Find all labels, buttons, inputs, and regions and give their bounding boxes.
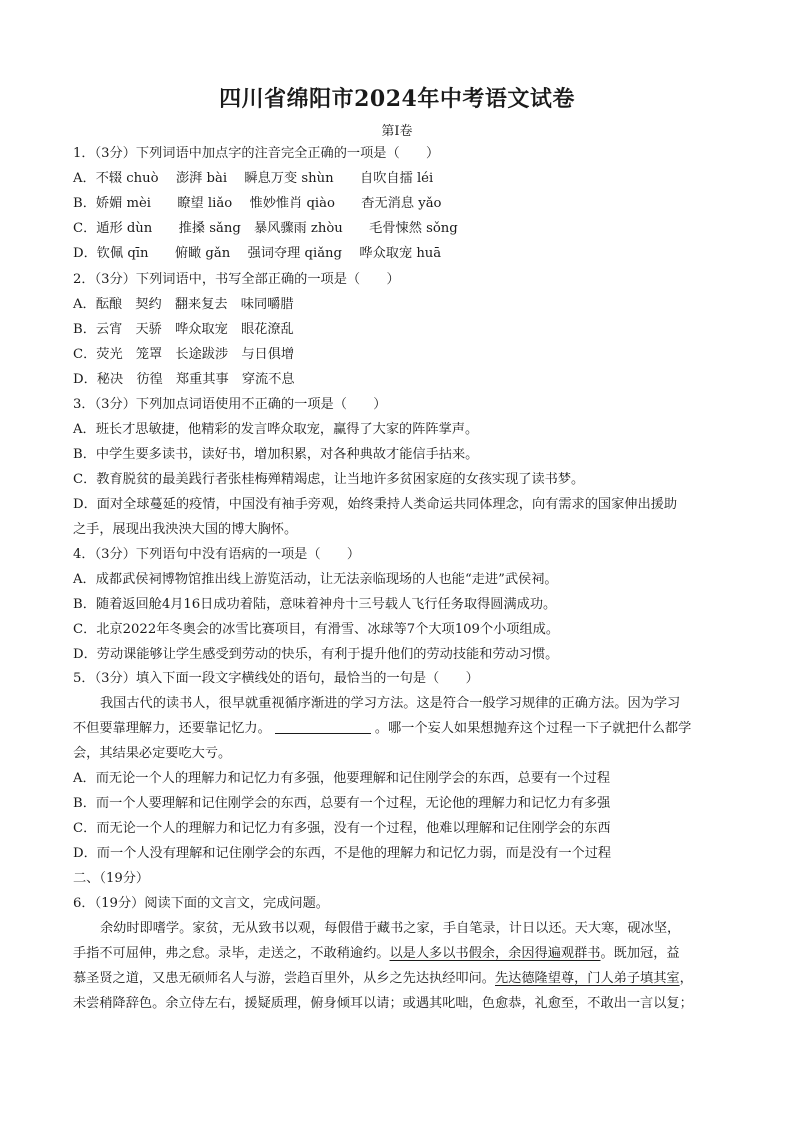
question-4-option-c: C．北京2022年冬奥会的冰雪比赛项目，有滑雪、冰球等7个大项109个小项组成。	[73, 622, 560, 637]
passage-text: 。哪一个妄人如果想抛弃这个过程一下子就把什么都学	[374, 721, 692, 736]
question-6-passage-line-1: 余幼时即嗜学。家贫，无从致书以观，每假借于藏书之家，手自笔录，计日以还。天大寒，砚冰坚，	[100, 921, 681, 936]
passage-text: 不但要靠理解力，还要靠记忆力。	[73, 721, 271, 736]
question-1-option-b: B．娇媚 mèi 瞭望 liǎo 惟妙惟肖 qiào 杳无消息 yǎo	[73, 196, 442, 211]
question-1-option-d: D．钦佩 qīn 俯瞰 gǎn 强词夺理 qiǎng 哗众取宠 huā	[73, 246, 442, 261]
question-1-option-a: A．不辍 chuò 澎湃 bài 瞬息万变 shùn 自吹自擂 léi	[73, 171, 434, 186]
question-5-stem: 5．（3分）填入下面一段文字横线处的语句，最恰当的一句是（ ）	[73, 671, 479, 686]
question-3-option-c: C．教育脱贫的最美践行者张桂梅殚精竭虑，让当地许多贫困家庭的女孩实现了读书梦。	[73, 472, 585, 487]
underlined-sentence: 以是人多以书假余，余因得遍观群书	[389, 946, 601, 961]
question-2-option-d: D．秘决 彷徨 郑重其事 穿流不息	[73, 372, 295, 387]
question-5-option-b: B．而一个人要理解和记住刚学会的东西，总要有一个过程，无论他的理解力和记忆力有多强	[73, 796, 611, 811]
passage-text: 。既加冠，益	[600, 946, 680, 961]
question-5-option-c: C．而无论一个人的理解力和记忆力有多强，没有一个过程，他难以理解和记住刚学会的东西	[73, 821, 611, 836]
question-4-option-b: B．随着返回舱4月16日成功着陆，意味着神舟十三号载人飞行任务取得圆满成功。	[73, 597, 557, 612]
page-title: 四川省绵阳市2024年中考语文试卷	[219, 86, 575, 112]
question-2-option-a: A．酝酿 契约 翻来复去 味同嚼腊	[73, 297, 294, 312]
question-4-stem: 4．（3分）下列语句中没有语病的一项是（ ）	[73, 547, 361, 562]
question-5-passage-line-1: 我国古代的读书人，很早就重视循序渐进的学习方法。这是符合一般学习规律的正确方法。因为学习	[100, 696, 681, 711]
question-4-option-a: A．成都武侯祠博物馆推出线上游览活动，让无法亲临现场的人也能“走进”武侯祠。	[73, 572, 558, 587]
passage-text: 慕圣贤之道，又患无硕师名人与游，尝趋百里外，从乡之先达执经叩问。	[73, 971, 495, 986]
fill-in-blank	[275, 721, 371, 734]
section-label: 第Ⅰ卷	[381, 124, 413, 139]
question-5-option-d: D．而一个人没有理解和记住刚学会的东西，不是他的理解力和记忆力弱，而是没有一个过程	[73, 846, 612, 861]
question-6-stem: 6．（19分）阅读下面的文言文，完成问题。	[73, 896, 329, 911]
question-4-option-d: D．劳动课能够让学生感受到劳动的快乐，有利于提升他们的劳动技能和劳动习惯。	[73, 647, 559, 662]
question-6-passage-line-3	[73, 970, 693, 988]
passage-text: ，	[679, 971, 693, 986]
question-3-stem: 3．（3分）下列加点词语使用不正确的一项是（ ）	[73, 397, 387, 412]
passage-text: 手指不可屈伸，弗之怠。录毕，走送之，不敢稍逾约。	[73, 946, 390, 961]
question-2-stem: 2．（3分）下列词语中，书写全部正确的一项是（ ）	[73, 272, 400, 287]
question-6-passage-line-2	[73, 945, 680, 963]
question-3-option-b: B．中学生要多读书，读好书，增加积累，对各种典故才能信手拈来。	[73, 447, 479, 462]
underlined-sentence: 先达德隆望尊，门人弟子填其室	[495, 971, 680, 986]
question-3-option-d-continued: 之手，展现出我泱泱大国的博大胸怀。	[73, 522, 298, 537]
section-2-heading: 二、（19分）	[73, 871, 150, 886]
question-3-option-d: D．面对全球蔓延的疫情，中国没有袖手旁观，始终秉持人类命运共同体理念，向有需求的国家伸出援助	[73, 497, 678, 512]
question-5-option-a: A．而无论一个人的理解力和记忆力有多强，他要理解和记住刚学会的东西，总要有一个过程	[73, 771, 611, 786]
question-2-option-c: C．荧光 笼罩 长途跋涉 与日俱增	[73, 347, 295, 362]
question-1-option-c: C．遁形 dùn 推搡 sǎng 暴风骤雨 zhòu 毛骨悚然 sǒng	[73, 221, 458, 236]
question-5-passage-line-3: 会，其结果必定要吃大亏。	[73, 746, 232, 761]
question-5-passage-line-2	[73, 720, 691, 738]
question-3-option-a: A．班长才思敏捷，他精彩的发言哗众取宠，赢得了大家的阵阵掌声。	[73, 422, 479, 437]
question-1-stem: 1．（3分）下列词语中加点字的注音完全正确的一项是（ ）	[73, 146, 440, 161]
question-6-passage-line-4: 未尝稍降辞色。余立侍左右，援疑质理，俯身倾耳以请；或遇其叱咄，色愈恭，礼愈至，不敢出一言以复；	[73, 996, 693, 1011]
question-2-option-b: B．云宵 天骄 哗众取宠 眼花潦乱	[73, 322, 294, 337]
